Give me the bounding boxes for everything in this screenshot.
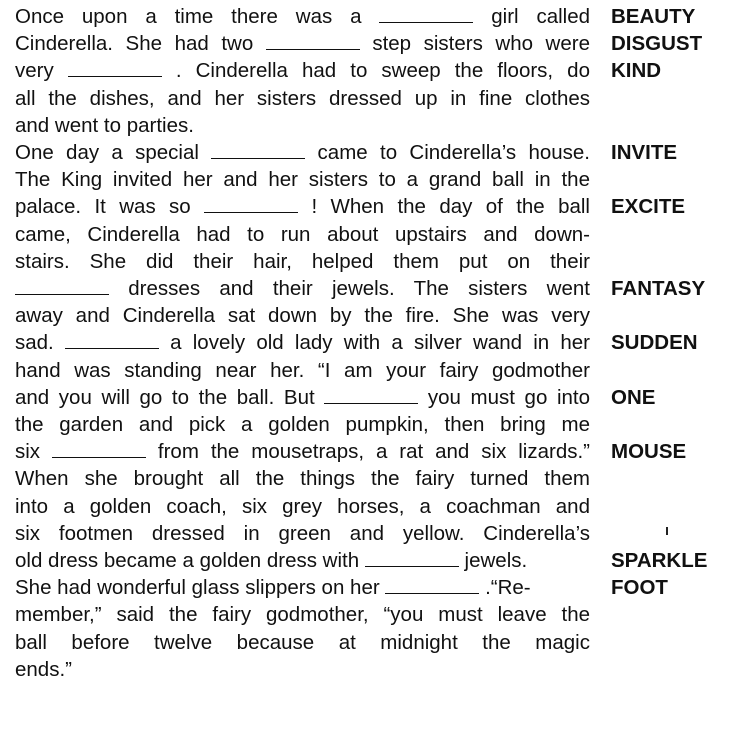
story-text-segment: six footmen dressed in green and yellow. Cinderella’s	[15, 521, 590, 545]
story-text-segment: into a golden coach, six grey horses, a coachman and	[15, 494, 590, 518]
story-line	[15, 357, 590, 384]
story-text-segment: and went to parties.	[15, 113, 194, 137]
word-bank-item: SPARKLE	[611, 549, 708, 572]
story-text-segment: six	[15, 440, 52, 464]
story-text-segment: came to Cinderella’s house.	[305, 141, 590, 164]
answer-blank	[324, 387, 418, 404]
story-text-segment: palace. It was so	[15, 195, 205, 219]
story-text-segment: One day a special	[15, 141, 212, 164]
story-line	[15, 275, 590, 302]
story-text-segment: step sisters who were	[359, 32, 590, 56]
story-text-segment: very	[15, 59, 68, 83]
story-text-segment: away and Cinderella sat down by the fire. She was very	[15, 304, 590, 328]
story-text-segment: stairs. She did their hair, helped them put on their	[15, 249, 590, 273]
story-line	[15, 30, 590, 57]
story-text-segment: old dress became a golden dress with	[15, 549, 365, 572]
story-text-segment: girl called	[473, 5, 591, 28]
story-text-segment: ball before twelve because at midnight the magic	[15, 630, 590, 654]
answer-blank	[266, 33, 360, 50]
story-line	[15, 221, 590, 248]
story-text-segment: When she brought all the things the fairy turned them	[15, 467, 590, 491]
story-text-segment: ! When the day of the ball	[298, 195, 590, 219]
word-bank-item: INVITE	[611, 141, 678, 164]
story-text-segment: the garden and pick a golden pumpkin, then bring me	[15, 413, 590, 436]
answer-blank	[379, 6, 473, 23]
story-line	[15, 601, 590, 628]
story-line	[15, 112, 590, 139]
story-text-segment: from the mousetraps, a rat and six lizards.”	[145, 440, 590, 464]
story-text-segment: The King invited her and her sisters to a grand ball in the	[15, 168, 590, 192]
word-bank-item: MOUSE	[611, 440, 687, 464]
answer-blank	[204, 196, 298, 213]
word-bank-item: FOOT	[611, 576, 668, 600]
answer-blank	[211, 142, 305, 159]
story-line	[15, 302, 590, 329]
story-line	[15, 411, 590, 438]
story-text-segment: She had wonderful glass slippers on her	[15, 576, 386, 600]
story-line	[15, 193, 590, 220]
story-line	[15, 3, 590, 30]
word-bank-item: ONE	[611, 385, 656, 409]
story-line	[15, 85, 590, 112]
story-line	[15, 166, 590, 193]
story-line	[15, 547, 590, 574]
story-text-segment: a lovely old lady with a silver wand in her	[158, 331, 590, 355]
story-text-segment: sad.	[15, 331, 65, 355]
story-text-segment: came, Cinderella had to run about upstairs and down-	[15, 222, 590, 246]
answer-blank	[15, 278, 109, 295]
story-text-segment: ends.”	[15, 657, 72, 681]
story-line	[15, 139, 590, 166]
scan-speck	[666, 527, 668, 535]
story-line	[15, 629, 590, 656]
story-text-segment: hand was standing near her. “I am your fairy godmother	[15, 358, 590, 382]
answer-blank	[365, 550, 459, 567]
answer-blank	[65, 332, 159, 349]
story-text-segment: Once upon a time there was a	[15, 5, 380, 28]
story-line	[15, 656, 590, 683]
story-text-segment: you must go into	[418, 385, 590, 409]
story-line	[15, 57, 590, 84]
answer-blank	[385, 577, 479, 594]
story-text-segment: dresses and their jewels. The sisters went	[109, 277, 590, 300]
story-text-segment: jewels.	[458, 549, 528, 572]
answer-blank	[52, 441, 146, 458]
story-line	[15, 574, 590, 601]
word-bank-item: BEAUTY	[611, 5, 696, 28]
story-line	[15, 384, 590, 411]
story-text-segment: member,” said the fairy godmother, “you must leave the	[15, 603, 590, 627]
story-line	[15, 329, 590, 356]
story-text-segment: Cinderella. She had two	[15, 32, 266, 56]
story-line	[15, 248, 590, 275]
word-bank-item: EXCITE	[611, 195, 686, 219]
story-line	[15, 520, 590, 547]
story-line	[15, 438, 590, 465]
story-text-segment: .“Re-	[479, 576, 531, 600]
word-bank-item: FANTASY	[611, 277, 706, 300]
answer-blank	[68, 60, 162, 77]
story-text-segment: . Cinderella had to sweep the floors, do	[161, 59, 590, 83]
word-bank-item: KIND	[611, 59, 662, 83]
story-text-segment: and you will go to the ball. But	[15, 385, 325, 409]
word-bank-item: SUDDEN	[611, 331, 698, 355]
word-bank-item: DISGUST	[611, 32, 703, 56]
story-line	[15, 465, 590, 492]
story-text-segment: all the dishes, and her sisters dressed up in fine clothes	[15, 86, 590, 110]
story-line	[15, 493, 590, 520]
